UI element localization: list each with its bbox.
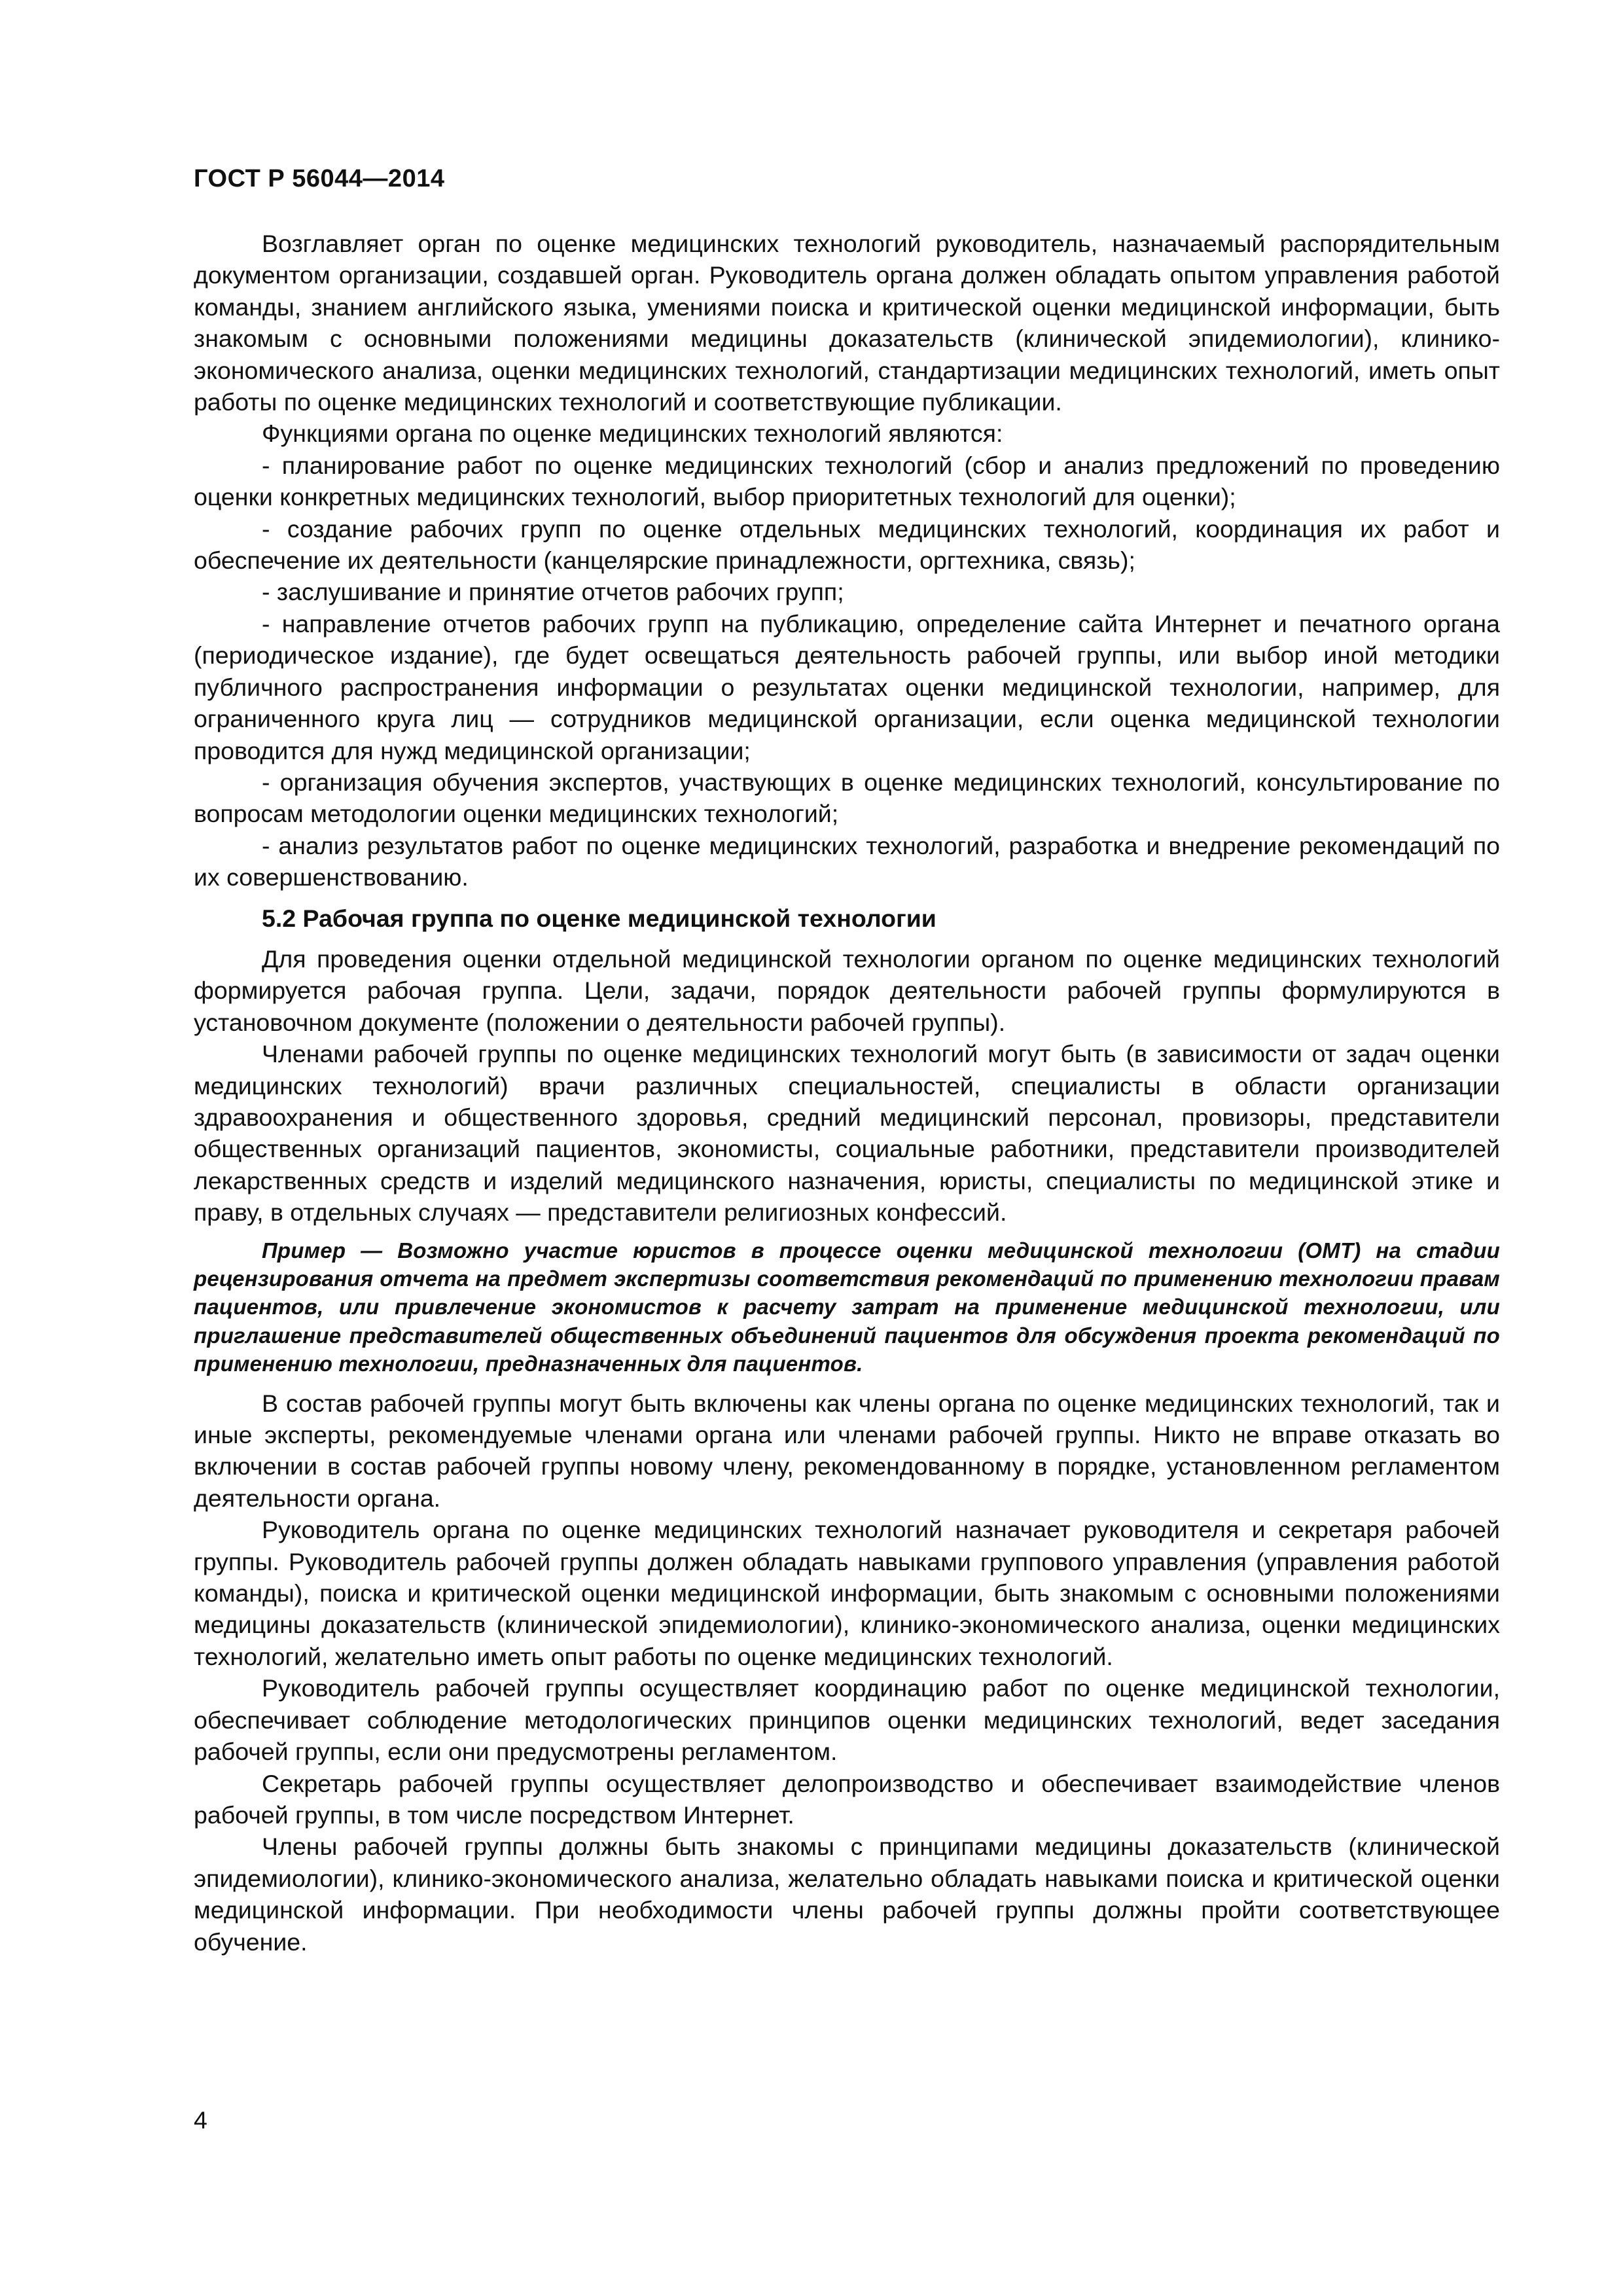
list-item: - анализ результатов работ по оценке медицинских технологий, разработка и внедрение рекомендаций по их совершенствованию. <box>194 831 1500 891</box>
paragraph: Руководитель рабочей группы осуществляет координацию работ по оценке медицинской технологии, обеспечивает соблюдение методологических принципов оценки медицинских технологий, ведет заседания рабочей группы, если они предусмотрены регламентом. <box>194 1674 1500 1766</box>
list-item: - планирование работ по оценке медицинских технологий (сбор и анализ предложений по проведению оценки конкретных медицинских технологий, выбор приоритетных технологий для оценки); <box>194 451 1500 511</box>
document-code-header: ГОСТ Р 56044—2014 <box>194 165 445 192</box>
paragraph: В состав рабочей группы могут быть включены как члены органа по оценке медицинских технологий, так и иные эксперты, рекомендуемые членами органа или членами рабочей группы. Никто не вправе отказать во включении в состав рабочей группы новому члену, рекомендованному в порядке, установленном регламентом деятельности органа. <box>194 1389 1500 1512</box>
paragraph: Руководитель органа по оценке медицинских технологий назначает руководителя и секретаря рабочей группы. Руководитель рабочей группы должен обладать навыками группового управления (управления работой команды), поиска и критической оценки медицинской информации, быть знакомым с основными положениями медицины доказательств (клинической эпидемиологии), клинико-экономического анализа, оценки медицинских технологий, желательно иметь опыт работы по оценке медицинских технологий. <box>194 1516 1500 1670</box>
list-item: - направление отчетов рабочих групп на публикацию, определение сайта Интернет и печатного органа (периодическое издание), где будет освещаться деятельность рабочей группы, или выбор иной методики публичного распространения информации о результатах оценки медицинской технологии, например, для ограниченного круга лиц — сотрудников медицинской организации, если оценка медицинской технологии проводится для нужд медицинской организации; <box>194 609 1500 764</box>
paragraph: Для проведения оценки отдельной медицинской технологии органом по оценке медицинских технологий формируется рабочая группа. Цели, задачи, порядок деятельности рабочей группы формулируются в установочном документе (положении о деятельности рабочей группы). <box>194 944 1500 1036</box>
document-body <box>194 228 1500 1958</box>
list-item: - заслушивание и принятие отчетов рабочих групп; <box>262 578 844 606</box>
paragraph: Членами рабочей группы по оценке медицинских технологий могут быть (в зависимости от задач оценки медицинских технологий) врачи различных специальностей, специалисты в области организации здравоохранения и общественного здоровья, средний медицинский персонал, провизоры, представители общественных организаций пациентов, экономисты, социальные работники, представители производителей лекарственных средств и изделий медицинского назначения, юристы, специалисты по медицинской этике и праву, в отдельных случаях — представители религиозных конфессий. <box>194 1040 1500 1227</box>
section-heading: 5.2 Рабочая группа по оценке медицинской технологии <box>262 904 936 932</box>
paragraph: Члены рабочей группы должны быть знакомы с принципами медицины доказательств (клинической эпидемиологии), клинико-экономического анализа, желательно обладать навыками поиска и критической оценки медицинской информации. При необходимости члены рабочей группы должны пройти соответствующее обучение. <box>194 1833 1500 1956</box>
paragraph: Возглавляет орган по оценке медицинских технологий руководитель, назначаемый распорядительным документом организации, создавшей орган. Руководитель органа должен обладать опытом управления работой команды, знанием английского языка, умениями поиска и критической оценки медицинской информации, быть знакомым с основными положениями медицины доказательств (клинической эпидемиологии), клинико-экономического анализа, оценки медицинских технологий, стандартизации медицинских технологий, иметь опыт работы по оценке медицинских технологий и соответствующие публикации. <box>194 230 1500 416</box>
list-item: - организация обучения экспертов, участвующих в оценке медицинских технологий, консультирование по вопросам методологии оценки медицинских технологий; <box>194 768 1500 828</box>
list-item: - создание рабочих групп по оценке отдельных медицинских технологий, координация их работ и обеспечение их деятельности (канцелярские принадлежности, оргтехника, связь); <box>194 514 1500 575</box>
paragraph: Секретарь рабочей группы осуществляет делопроизводство и обеспечивает взаимодействие членов рабочей группы, в том числе посредством Интернет. <box>194 1769 1500 1829</box>
example-note: Пример — Возможно участие юристов в процессе оценки медицинской технологии (ОМТ) на стадии рецензирования отчета на предмет экспертизы соответствия рекомендаций по применению технологии правам пациентов, или привлечение экономистов к расчету затрат на применение медицинской технологии, или приглашение представителей общественных объединений пациентов для обсуждения проекта рекомендаций по применению технологии, предназначенных для пациентов. <box>194 1238 1500 1376</box>
paragraph: Функциями органа по оценке медицинских технологий являются: <box>262 420 1003 448</box>
page-number: 4 <box>194 2106 207 2134</box>
